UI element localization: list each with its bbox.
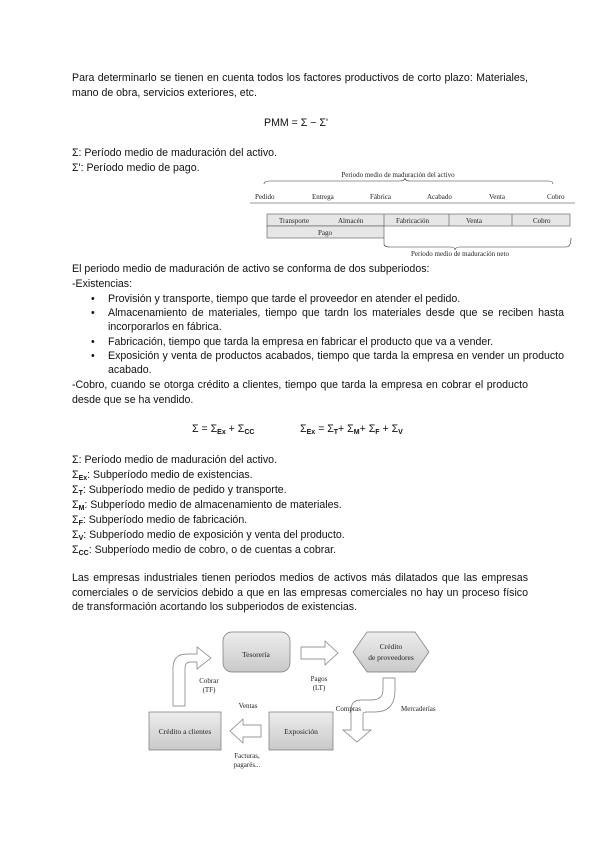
definition-line: $\Sigma_{Ex}$: Subperíodo medio de existencias. [72,469,253,482]
box-pago: Pago [318,229,332,237]
cobrar-label-1: Cobrar [199,677,219,685]
credito-proveedores-box [353,632,429,672]
list-item: • Exposición y venta de productos acabados, tiempo que tarda la empresa en vender un producto acabado. [108,349,564,377]
definition-line: Σ: Período medio de maduración del activo. [72,454,278,466]
box-venta: Venta [466,217,482,225]
arrow-right-icon [301,641,338,665]
facturas-label-1: Facturas, [234,752,260,760]
subperiods-intro: El periodo medio de maduración de activo se conforma de dos subperiodos: [72,263,430,275]
timeline-bottom-label: Periodo medio de maduración neto [411,250,509,258]
definition-line: $\Sigma_V$: Subperíodo medio de exposición y venta del producto. [72,529,345,542]
pagos-label-2: (LT) [312,684,326,692]
box-cobro: Cobro [533,217,551,225]
maturation-timeline-diagram [250,168,575,258]
formula-sigma-ex: $\Sigma_{Ex} = \Sigma_T+ \Sigma_M+ \Sigma_F + \Sigma_V$ [300,423,403,436]
pmm-formula: PMM = Σ − Σ' [264,117,328,129]
cobro-paragraph: -Cobro, cuando se otorga crédito a clientes, tiempo que tarda la empresa en cobrar el producto desde que se ha vendido. [72,379,528,406]
definition-line: $\Sigma_F$: Subperíodo medio de fabricación. [72,514,248,527]
credito-clientes-label: Crédito a clientes [158,727,212,736]
closing-paragraph: Las empresas industriales tienen periodos medios de activos más dilatados que las empresas comerciales o de servicios debido a que en las empresas comerciales no hay un proceso físico de transformación acortando los subperiodos de existencias. [72,572,528,614]
stage-fabrica: Fábrica [370,193,391,201]
list-item: • Almacenamiento de materiales, tiempo que tardn los materiales desde que se reciben hasta incorporarlos en fábrica. [108,306,564,334]
stage-cobro: Cobro [547,193,565,201]
stage-acabado: Acabado [427,193,452,201]
intro-paragraph: Para determinarlo se tienen en cuenta todos los factores productivos de corto plazo: Materiales, mano de obra, servicios exteriores, etc. [72,72,528,99]
timeline-top-label: Periodo medio de maduración del activo [341,171,455,179]
def-sigma-prime: Σ': Período medio de pago. [72,162,200,174]
formula-sigma-total: $\Sigma = \Sigma_{Ex} + \Sigma_{CC}$ [192,423,255,436]
stage-venta: Venta [489,193,505,201]
pagos-label-1: Pagos [310,675,328,683]
stage-entrega: Entrega [312,193,334,201]
facturas-label-2: pagarés... [233,761,261,769]
def-sigma: Σ: Período medio de maduración del activo. [72,147,278,159]
operating-cycle-diagram [145,626,475,776]
definition-line: $\Sigma_{CC}$: Subperíodo medio de cobro, o de cuentas a cobrar. [72,544,337,557]
compras-label: Compras [335,705,361,713]
ventas-label: Ventas [238,702,258,710]
list-item: • Fabricación, tiempo que tarda la empresa en fabricar el producto que va a vender. [108,335,564,349]
cobrar-label-2: (TF) [202,686,216,694]
definition-line: $\Sigma_T$: Subperíodo medio de pedido y transporte. [72,484,287,497]
mercaderias-label: Mercaderías [401,705,436,713]
exposicion-label: Exposición [284,727,318,736]
list-item: • Provisión y transporte, tiempo que tarde el proveedor en atender el pedido. [108,292,564,306]
arrow-left-icon [230,719,261,743]
box-almacen: Almacén [338,217,364,225]
box-fabricacion: Fabricación [396,217,430,225]
tesoreria-label: Tesorería [242,650,270,659]
stage-pedido: Pedido [255,193,275,201]
existencias-list [72,292,564,377]
existencias-label: -Existencias: [72,278,133,290]
definition-line: $\Sigma_M$: Subperíodo medio de almacenamiento de materiales. [72,499,342,512]
box-transporte: Transporte [279,217,310,225]
credito-prov-label-1: Crédito [379,642,403,651]
credito-prov-label-2: de proveedores [368,653,414,662]
